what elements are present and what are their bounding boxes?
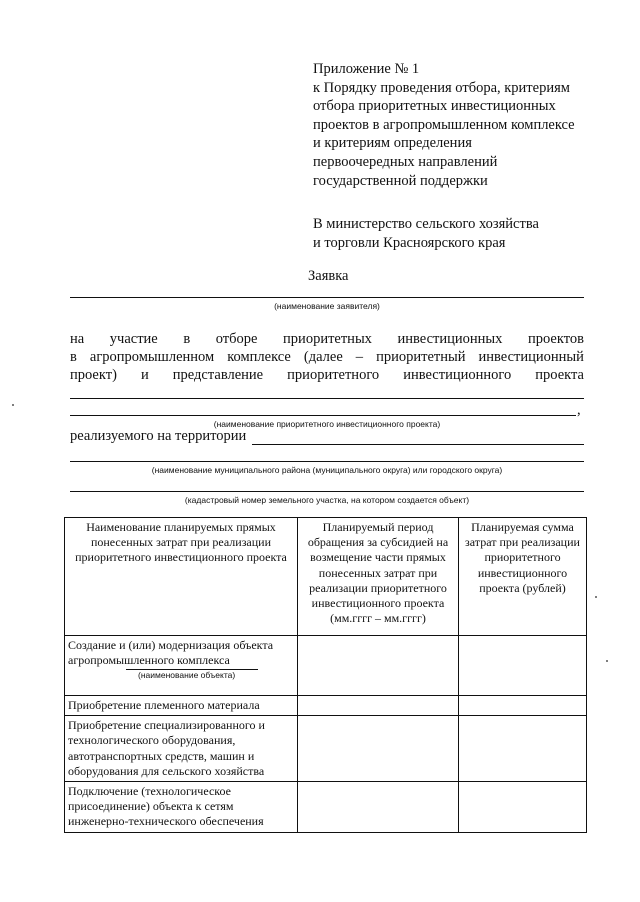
word: в xyxy=(70,349,77,365)
word: в xyxy=(183,331,191,347)
table-row xyxy=(65,636,587,696)
applicant-fill-line[interactable] xyxy=(70,297,584,298)
appendix-line: первоочередных направлений xyxy=(313,153,498,170)
row-cost-name: Приобретение племенного материала xyxy=(65,696,298,716)
applicant-caption: (наименование заявителя) xyxy=(274,301,380,311)
header-period: Планируемый период обращения за субсидией на возмещение части прямых понесенных затрат при реализации приоритетного инвестиционного проекта (мм.гггг – мм.гггг) xyxy=(298,518,459,636)
body-line-2 xyxy=(70,349,584,366)
row-period-cell[interactable] xyxy=(298,782,459,833)
row-amount-cell[interactable] xyxy=(459,636,587,696)
body-line-3 xyxy=(70,367,584,384)
word: проект) xyxy=(70,367,117,383)
word: отборе xyxy=(215,331,258,347)
row-cost-name: Приобретение специализированного и технологического оборудования, автотранспортных средств, машин и оборудования для сельского хозяйства xyxy=(65,716,298,782)
appendix-line: проектов в агропромышленном комплексе xyxy=(313,116,575,133)
project-fill-line-1[interactable] xyxy=(70,398,584,399)
word: агропромышленном xyxy=(89,349,215,365)
row-period-cell[interactable] xyxy=(298,696,459,716)
appendix-line: к Порядку проведения отбора, критериям xyxy=(313,79,570,96)
word: и xyxy=(140,367,149,383)
appendix-header xyxy=(313,60,613,190)
header-amount: Планируемая сумма затрат при реализации приоритетного инвестиционного проекта (рублей) xyxy=(459,518,587,636)
municipality-fill-line[interactable] xyxy=(70,461,584,462)
scan-speck xyxy=(595,596,597,598)
word: участие xyxy=(109,331,158,347)
object-caption: (наименование объекта) xyxy=(138,669,236,680)
word: (далее xyxy=(303,349,343,365)
costs-table xyxy=(64,517,587,833)
appendix-line: и критериям определения xyxy=(313,135,472,152)
body-line-1 xyxy=(70,331,584,348)
word: инвестиционных xyxy=(397,331,503,347)
table-header-row xyxy=(65,518,587,636)
header-cost-name: Наименование планируемых прямых понесенных затрат при реализации приоритетного инвестиционного проекта xyxy=(65,518,298,636)
row-cost-text: Создание и (или) модернизация объекта агропромышленного комплекса xyxy=(68,638,274,668)
word: приоритетных xyxy=(283,331,372,347)
table-row xyxy=(65,716,587,782)
table-row xyxy=(65,782,587,833)
document-title: Заявка xyxy=(308,268,349,284)
row-amount-cell[interactable] xyxy=(459,696,587,716)
scan-speck xyxy=(12,404,14,406)
appendix-line: отбора приоритетных инвестиционных xyxy=(313,98,556,115)
table-row xyxy=(65,696,587,716)
project-caption: (наименование приоритетного инвестиционного проекта) xyxy=(213,419,441,429)
comma: , xyxy=(577,402,581,418)
addressee xyxy=(313,215,613,252)
word: инвестиционный xyxy=(478,349,584,365)
word: на xyxy=(70,331,85,347)
territory-fill-line[interactable] xyxy=(252,444,584,445)
row-cost-name: Подключение (технологическое присоединение) объекта к сетям инженерно-технического обеспечения xyxy=(65,782,298,833)
addressee-line: В министерство сельского хозяйства xyxy=(313,216,539,232)
row-amount-cell[interactable] xyxy=(459,716,587,782)
word: инвестиционного xyxy=(403,367,512,383)
row-period-cell[interactable] xyxy=(298,716,459,782)
row-amount-cell[interactable] xyxy=(459,782,587,833)
scan-speck xyxy=(606,660,608,662)
word: комплексе xyxy=(227,349,291,365)
row-period-cell[interactable] xyxy=(298,636,459,696)
word: проектов xyxy=(528,331,584,347)
appendix-line: Приложение № 1 xyxy=(313,61,420,77)
word: приоритетный xyxy=(376,349,466,365)
project-fill-line-2[interactable] xyxy=(70,415,576,416)
territory-label: реализуемого на территории xyxy=(70,428,247,444)
row-cost-name xyxy=(65,636,298,696)
word: представление xyxy=(172,367,264,383)
word: проекта xyxy=(535,367,584,383)
municipality-caption: (наименование муниципального района (муниципального округа) или городского округа) xyxy=(151,465,503,475)
word: приоритетного xyxy=(287,367,380,383)
addressee-line: и торговли Красноярского края xyxy=(313,234,506,251)
object-fill-line[interactable] xyxy=(126,657,258,670)
word: – xyxy=(355,349,364,365)
appendix-line: государственной поддержки xyxy=(313,172,488,189)
cadastral-caption: (кадастровый номер земельного участка, на котором создается объект) xyxy=(184,495,470,505)
cadastral-fill-line[interactable] xyxy=(70,491,584,492)
